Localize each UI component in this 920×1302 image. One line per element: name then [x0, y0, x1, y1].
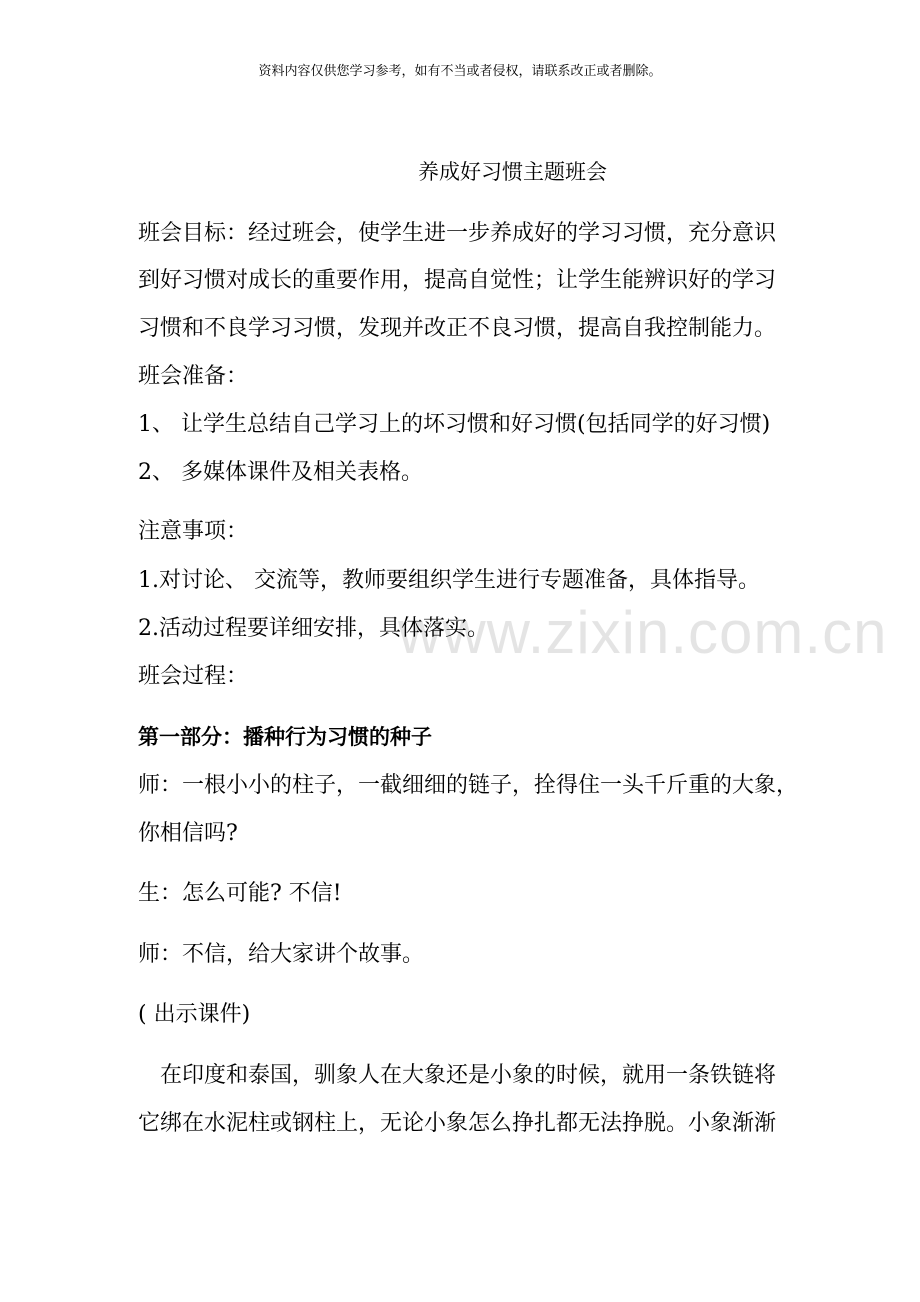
page-title: 养成好习惯主题班会	[418, 160, 607, 184]
dialogue-line: 师：一根小小的柱子，一截细细的链子，拴得住一头千斤重的大象，	[138, 773, 799, 798]
process-heading: 班会过程：	[138, 664, 249, 689]
notes-item: 2.活动过程要详细安排，具体落实。	[138, 616, 489, 641]
header-note: 资料内容仅供您学习参考，如有不当或者侵权，请联系改正或者删除。	[258, 64, 662, 79]
story-line: 它绑在水泥柱或钢柱上，无论小象怎么挣扎都无法挣脱。小象渐渐	[138, 1111, 777, 1136]
notes-heading: 注意事项：	[138, 519, 249, 544]
goal-line-2: 到好习惯对成长的重要作用，提高自觉性；让学生能辨识好的学习	[138, 268, 777, 293]
goal-line-3: 习惯和不良学习习惯，发现并改正不良习惯，提高自我控制能力。	[138, 316, 777, 341]
story-line: 在印度和泰国，驯象人在大象还是小象的时候，就用一条铁链将	[138, 1063, 777, 1088]
preparation-item: 2、 多媒体课件及相关表格。	[138, 460, 423, 485]
dialogue-line: 生：怎么可能? 不信!	[138, 881, 342, 906]
part1-heading: 第一部分：播种行为习惯的种子	[138, 725, 432, 749]
notes-item: 1.对讨论、 交流等，教师要组织学生进行专题准备，具体指导。	[138, 568, 760, 593]
goal-line-1: 班会目标：经过班会，使学生进一步养成好的学习习惯，充分意识	[138, 221, 777, 246]
watermark: www.zixin.com.cn	[398, 599, 888, 666]
dialogue-line: ( 出示课件)	[138, 1002, 251, 1027]
preparation-heading: 班会准备：	[138, 364, 249, 389]
dialogue-line: 你相信吗?	[138, 821, 238, 846]
dialogue-line: 师：不信，给大家讲个故事。	[138, 942, 425, 967]
preparation-item: 1、 让学生总结自己学习上的坏习惯和好习惯(包括同学的好习惯)	[138, 412, 771, 437]
